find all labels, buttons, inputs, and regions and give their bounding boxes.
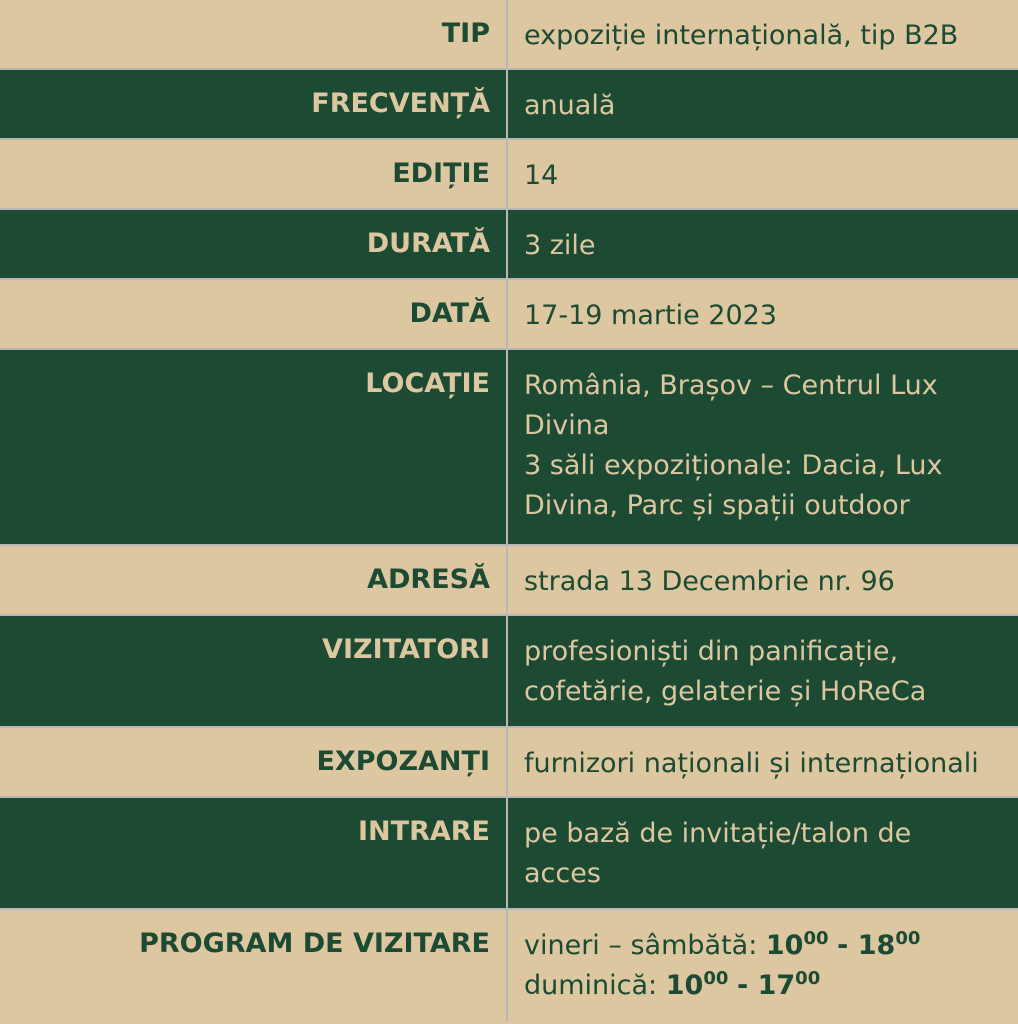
label-tip: TIP [0,0,508,68]
value-durata: 3 zile [524,230,596,261]
schedule-end-minutes-weekdays: 00 [895,928,921,949]
label-adresa: ADRESĂ [0,546,508,614]
row-intrare [0,798,1018,910]
value-vizitatori-line-2: cofetărie, gelaterie și HoReCa [524,676,927,707]
schedule-start-minutes-weekdays: 00 [803,928,829,949]
row-durata [0,210,1018,280]
row-editie [0,140,1018,210]
schedule-days-weekdays: vineri – sâmbătă: [524,930,766,961]
row-program-vizitare [0,910,1018,1022]
value-editie: 14 [524,160,559,191]
value-expozanti: furnizori naționali și internaționali [524,748,979,779]
row-locatie [0,350,1018,546]
label-editie: EDIȚIE [0,140,508,208]
row-adresa [0,546,1018,616]
value-adresa: strada 13 Decembrie nr. 96 [524,566,895,597]
value-intrare-line-1: pe bază de invitație/talon de [524,818,912,849]
value-intrare [508,798,1018,908]
schedule-start-hour-sunday: 10 [665,970,704,1001]
value-intrare-line-2: acces [524,858,601,889]
schedule-days-sunday: duminică: [524,970,666,1001]
label-data: DATĂ [0,280,508,348]
value-frecventa: anuală [524,90,616,121]
row-expozanti [0,728,1018,798]
schedule-start-hour-weekdays: 10 [765,930,804,961]
value-tip: expoziție internațională, tip B2B [524,20,959,51]
value-locatie [508,350,1018,544]
label-expozanti: EXPOZANȚI [0,728,508,796]
schedule-line-sunday [524,966,1008,1006]
value-locatie-line-1: România, Brașov – Centrul Lux [524,370,938,401]
label-locatie: LOCAȚIE [0,350,508,544]
value-locatie-line-2: Divina [524,410,610,441]
row-data [0,280,1018,350]
schedule-separator-sunday: - [736,970,758,1001]
row-frecventa [0,70,1018,140]
row-tip [0,0,1018,70]
value-locatie-line-4: Divina, Parc și spații outdoor [524,490,910,521]
value-vizitatori [508,616,1018,726]
schedule-end-hour-sunday: 17 [757,970,796,1001]
schedule-line-weekdays [524,926,1008,966]
value-data: 17-19 martie 2023 [524,300,777,331]
schedule-end-hour-weekdays: 18 [857,930,896,961]
schedule-separator-weekdays: - [837,930,858,961]
label-frecventa: FRECVENȚĂ [0,70,508,138]
label-durata: DURATĂ [0,210,508,278]
label-vizitatori: VIZITATORI [0,616,508,726]
row-vizitatori [0,616,1018,728]
value-locatie-line-3: 3 săli expoziționale: Dacia, Lux [524,450,943,481]
label-intrare: INTRARE [0,798,508,908]
label-program-vizitare: PROGRAM DE VIZITARE [0,910,508,1022]
value-vizitatori-line-1: profesioniști din panificație, [524,636,899,667]
schedule-end-minutes-sunday: 00 [795,968,821,989]
schedule-start-minutes-sunday: 00 [703,968,729,989]
value-program-vizitare [508,910,1018,1022]
